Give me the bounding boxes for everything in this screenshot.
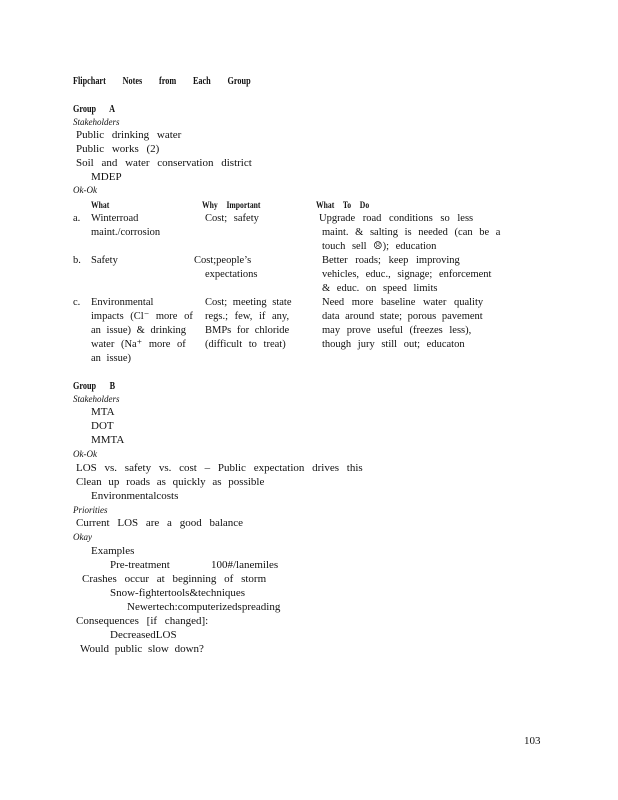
row-todo-line: Better roads; keep improving [322, 255, 460, 266]
group-b-okok-label: Ok-Ok [73, 449, 97, 459]
row-why-line: regs.; few, if any, [205, 311, 290, 322]
row-todo-line: vehicles, educ., signage; enforcement [322, 269, 492, 280]
okay-label: Okay [73, 532, 92, 542]
stakeholder-item: Public drinking water [76, 129, 182, 141]
group-b-stakeholders-label: Stakeholders [73, 394, 120, 404]
group-b-title: Group B [73, 381, 116, 392]
decreased-los-line: DecreasedLOS [110, 629, 177, 641]
row-letter: c. [73, 297, 81, 308]
row-todo-line: Upgrade road conditions so less [319, 213, 474, 224]
group-a-title: Group A [73, 104, 116, 115]
consequences-line: Consequences [if changed]: [76, 615, 209, 627]
priorities-label: Priorities [73, 505, 108, 515]
column-header-what: What [91, 200, 110, 210]
stakeholder-item: MDEP [91, 171, 122, 183]
stakeholder-item: MMTA [91, 434, 125, 446]
row-what-line: an issue) & drinking [91, 325, 187, 336]
examples-label: Examples [91, 545, 135, 557]
column-header-why: Why Important [202, 200, 261, 210]
okok-line: LOS vs. safety vs. cost – Public expectation drives this [76, 462, 363, 474]
row-todo-line: & educ. on speed limits [322, 283, 438, 294]
crashes-line: Crashes occur at beginning of storm [82, 573, 267, 585]
row-what-line: impacts (Cl⁻ more of [91, 311, 193, 322]
column-header-todo: What To Do [316, 200, 370, 210]
row-todo-line: data around state; porous pavement [322, 311, 483, 322]
page-number: 103 [524, 735, 541, 747]
stakeholder-item: DOT [91, 420, 114, 432]
stakeholder-item: MTA [91, 406, 115, 418]
row-todo-line: maint. & salting is needed (can be a [322, 227, 501, 238]
row-todo-line: Need more baseline water quality [322, 297, 484, 308]
row-why-line: Cost;people’s [194, 255, 252, 266]
stakeholder-item: Soil and water conservation district [76, 157, 252, 169]
row-letter: a. [73, 213, 81, 224]
priority-line: Current LOS are a good balance [76, 517, 244, 529]
row-why-line: Cost; meeting state [205, 297, 292, 308]
row-why-line: BMPs for chloride [205, 325, 290, 336]
okok-line: Environmentalcosts [91, 490, 179, 502]
row-what-line: water (Na⁺ more of [91, 339, 186, 350]
row-why-line: expectations [205, 269, 258, 280]
row-what-line: Safety [91, 255, 118, 266]
group-a-okok-label: Ok-Ok [73, 185, 97, 195]
page-title: Flipchart Notes from Each Group [73, 76, 251, 87]
row-letter: b. [73, 255, 81, 266]
row-what-line: Winterroad [91, 213, 139, 224]
row-todo-line: though jury still out; educaton [322, 339, 465, 350]
okok-line: Clean up roads as quickly as possible [76, 476, 265, 488]
row-what-line: an issue) [91, 353, 132, 364]
row-why-line: (difficult to treat) [205, 339, 286, 350]
stakeholder-item: Public works (2) [76, 143, 160, 155]
example-value: 100#/lanemiles [211, 559, 279, 571]
row-todo-line: touch sell ☹); education [322, 241, 437, 252]
row-why-line: Cost; safety [205, 213, 259, 224]
slowdown-line: Would public slow down? [80, 643, 204, 655]
row-todo-line: may prove useful (freezes less), [322, 325, 472, 336]
row-what-line: Environmental [91, 297, 154, 308]
group-a-stakeholders-label: Stakeholders [73, 117, 120, 127]
snowfighter-line: Snow-fightertools&techniques [110, 587, 246, 599]
newertech-line: Newertech:computerizedspreading [127, 601, 281, 613]
row-what-line: maint./corrosion [91, 227, 161, 238]
example-item: Pre-treatment [110, 559, 170, 571]
